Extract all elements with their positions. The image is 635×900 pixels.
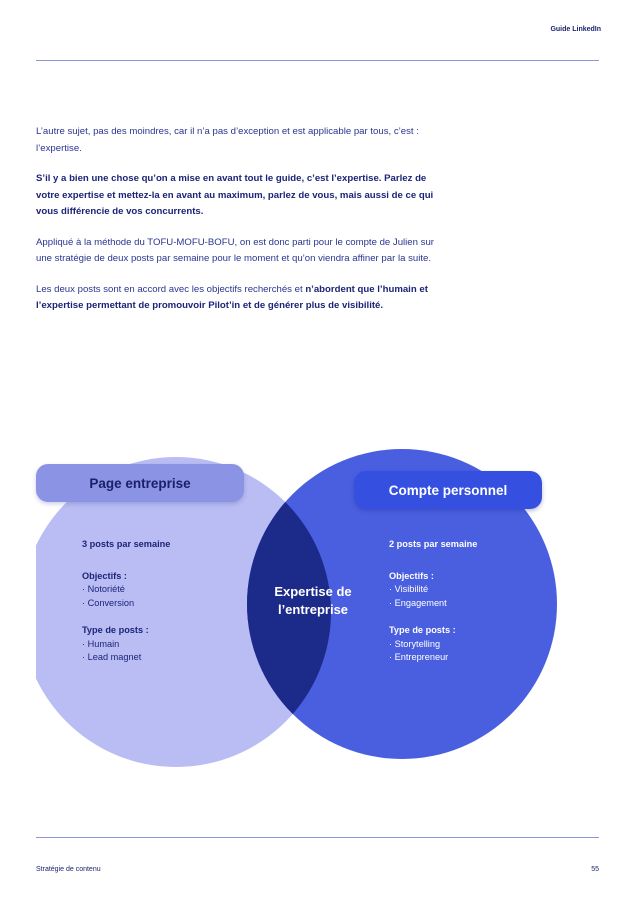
page-entreprise-pill: Page entreprise <box>36 464 244 502</box>
left-type-item: · Lead magnet <box>82 652 142 662</box>
paragraph-posts <box>36 282 448 315</box>
left-objective-item: · Conversion <box>82 597 135 608</box>
right-objectives-label: Objectifs : <box>389 570 434 581</box>
page-number: 55 <box>591 866 599 873</box>
header-title: Guide LinkedIn <box>550 26 601 33</box>
paragraph-expertise: S’il y a bien une chose qu’on a mise en avant tout le guide, c’est l’expertise. Parlez de votre expertise et mettez-la en avant au maximum, parlez de vous, mais aussi de ce qui vous différencie de vos concurrents. <box>36 173 434 217</box>
left-objectives-label: Objectifs : <box>82 570 127 581</box>
left-posts-frequency: 3 posts par semaine <box>82 539 171 549</box>
right-types-label: Type de posts : <box>389 625 456 635</box>
right-objective-item: · Visibilité <box>389 584 429 594</box>
right-type-item: · Storytelling <box>389 638 441 649</box>
right-types <box>389 624 477 665</box>
paragraph-method: Appliqué à la méthode du TOFU-MOFU-BOFU, on est donc parti pour le compte de Julien sur une stratégie de deux posts par semaine pour le moment et qu’on viendra affiner par la suite. <box>36 236 434 264</box>
overlap-label-line1: Expertise de <box>274 584 352 599</box>
paragraph-posts-bold: n’abordent que l’humain et l’expertise permettant de promouvoir Pilot’in et de générer plus de visibilité. <box>36 283 428 311</box>
left-objectives <box>82 570 170 611</box>
body-text <box>36 124 448 329</box>
overlap-label-line2: l’entreprise <box>277 602 349 617</box>
left-types-label: Type de posts : <box>82 625 149 635</box>
left-type-item: · Humain <box>82 638 120 649</box>
footer-section-title: Stratégie de contenu <box>36 866 101 873</box>
header-divider <box>36 60 599 61</box>
right-posts-frequency: 2 posts par semaine <box>389 539 478 549</box>
paragraph-intro: L’autre sujet, pas des moindres, car il n’a pas d’exception et est applicable par tous, c’est : l’expertise. <box>36 126 419 154</box>
overlap-label <box>248 583 378 619</box>
footer-divider <box>36 837 599 838</box>
left-info <box>82 538 170 679</box>
compte-personnel-pill: Compte personnel <box>354 471 542 509</box>
right-objective-item: · Engagement <box>389 597 447 608</box>
left-types <box>82 624 170 665</box>
right-objectives <box>389 570 477 611</box>
venn-diagram <box>36 446 599 776</box>
right-type-item: · Entrepreneur <box>389 652 449 662</box>
left-objective-item: · Notoriété <box>82 584 125 594</box>
paragraph-posts-normal: Les deux posts sont en accord avec les objectifs recherchés et <box>36 283 303 295</box>
right-info <box>389 538 477 679</box>
